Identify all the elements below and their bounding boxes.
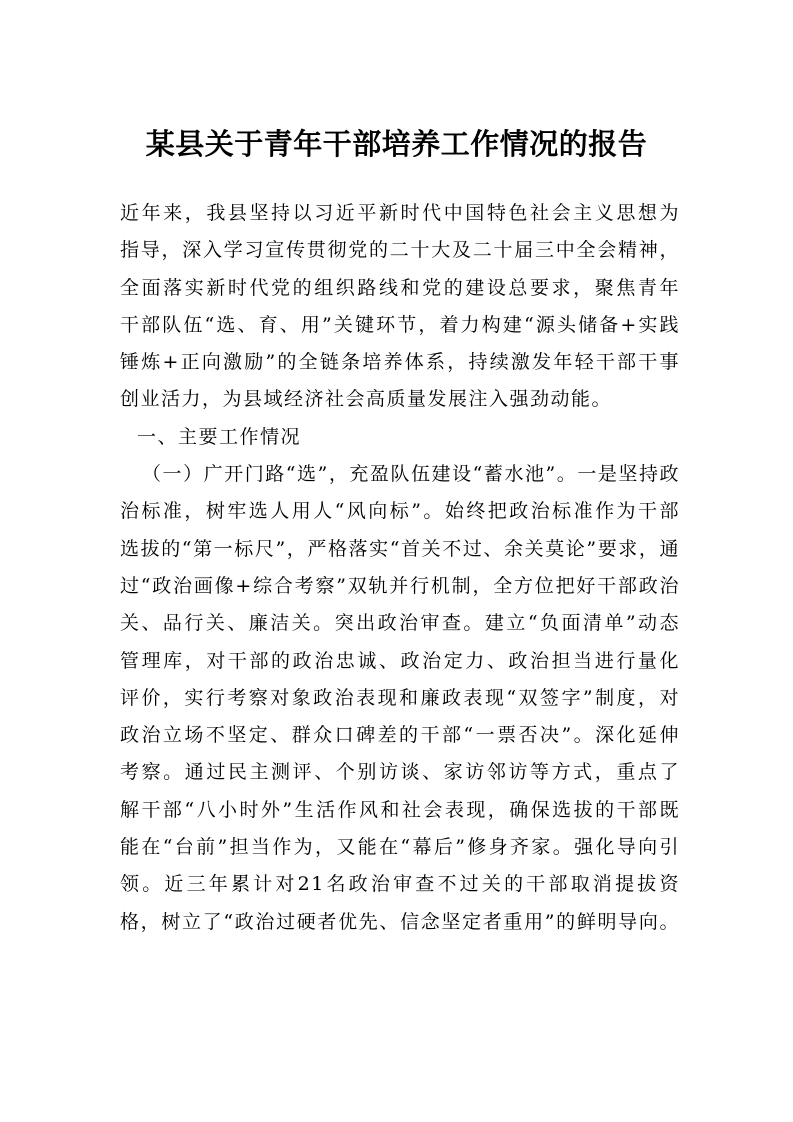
- body-line: 评价，实行考察对象政治表现和廉政表现“双签字”制度，对: [120, 686, 680, 709]
- body-line: 格，树立了“政治过硬者优先、信念坚定者重用”的鲜明导向。: [120, 910, 680, 933]
- document-body: [120, 195, 680, 941]
- body-line: 干部队伍“选、育、用”关键环节，着力构建“源头储备+实践: [120, 313, 680, 336]
- body-line: 考察。通过民主测评、个别访谈、家访邻访等方式，重点了: [120, 761, 680, 784]
- body-line: 政治立场不坚定、群众口碑差的干部“一票否决”。深化延伸: [120, 724, 680, 747]
- body-line: 关、品行关、廉洁关。突出政治审查。建立“负面清单”动态: [120, 612, 680, 635]
- body-line: 全面落实新时代党的组织路线和党的建设总要求，聚焦青年: [120, 276, 680, 299]
- body-line: 过“政治画像+综合考察”双轨并行机制，全方位把好干部政治: [120, 574, 680, 597]
- section-heading: 一、主要工作情况: [137, 425, 302, 448]
- body-line: 管理库，对干部的政治忠诚、政治定力、政治担当进行量化: [120, 649, 680, 672]
- body-line: 领。近三年累计对21名政治审查不过关的干部取消提拔资: [120, 873, 680, 896]
- body-line: 创业活力，为县域经济社会高质量发展注入强劲动能。: [120, 388, 613, 411]
- body-line: 能在“台前”担当作为，又能在“幕后”修身齐家。强化导向引: [120, 836, 680, 859]
- body-line: 解干部“八小时外”生活作风和社会表现，确保选拔的干部既: [120, 798, 680, 821]
- body-line: 近年来，我县坚持以习近平新时代中国特色社会主义思想为: [120, 202, 680, 224]
- body-line: 指导，深入学习宣传贯彻党的二十大及二十届三中全会精神，: [120, 239, 680, 262]
- document-title: 某县关于青年干部培养工作情况的报告: [145, 127, 648, 161]
- subsection-heading-line: （一）广开门路“选”，充盈队伍建设“蓄水池”。一是坚持政: [142, 463, 680, 486]
- body-line: 选拔的“第一标尺”，严格落实“首关不过、余关莫论”要求，通: [120, 537, 680, 560]
- body-line: 治标准，树牢选人用人“风向标”。始终把政治标准作为干部: [120, 500, 680, 523]
- body-line: 锤炼+正向激励”的全链条培养体系，持续激发年轻干部干事: [120, 351, 680, 374]
